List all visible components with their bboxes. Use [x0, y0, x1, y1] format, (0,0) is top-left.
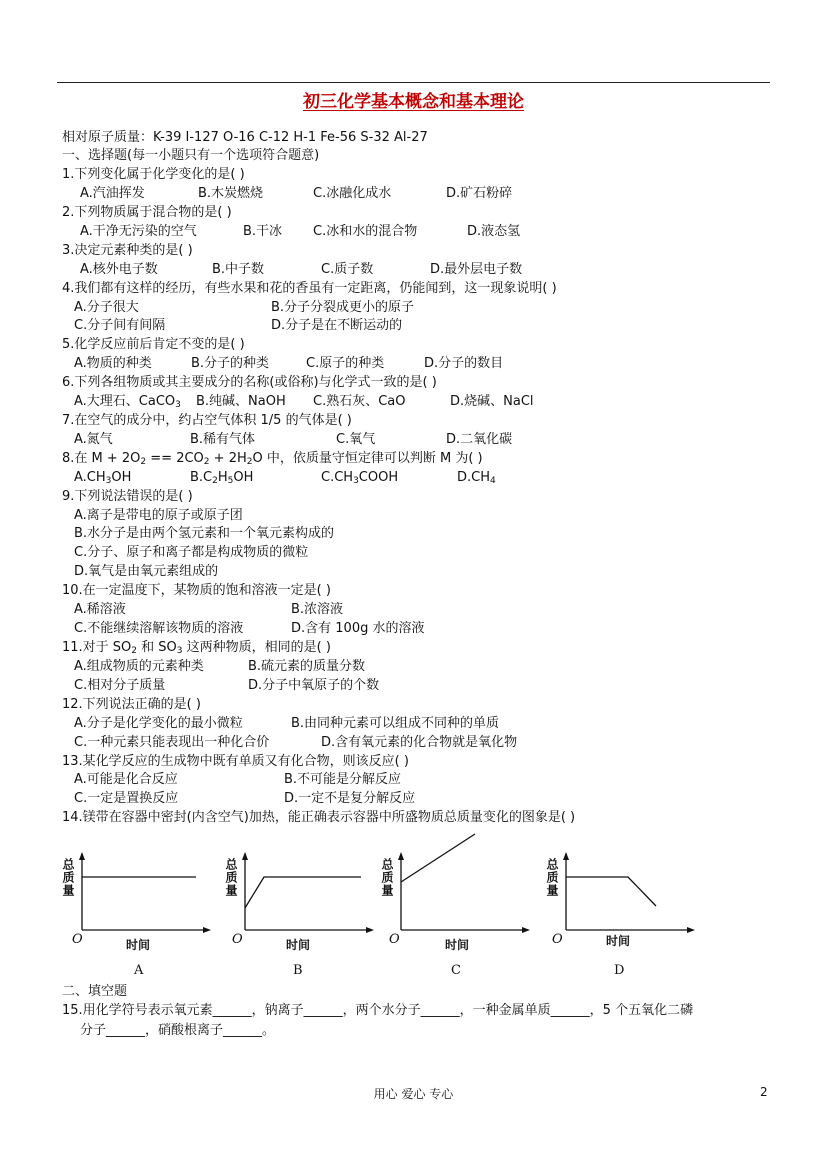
- q2-option-c: C.冰和水的混合物: [313, 224, 418, 239]
- q1-option-b: B.木炭燃烧: [198, 186, 264, 201]
- section-heading-fill: 二、填空题: [62, 984, 128, 999]
- q12-option-d: D.含有氧元素的化合物就是氧化物: [321, 735, 518, 750]
- q10-option-a: A.稀溶液: [74, 602, 126, 617]
- graph-d-ylabel: 总质量: [545, 858, 559, 897]
- q9-option-a: A.离子是带电的原子或原子团: [74, 508, 243, 523]
- q10-option-c: C.不能继续溶解该物质的溶液: [74, 621, 244, 636]
- section-heading-choice: 一、选择题(每一小题只有一个选项符合题意): [62, 148, 320, 163]
- q1-option-d: D.矿石粉碎: [446, 186, 513, 201]
- q10-option-d: D.含有 100g 水的溶液: [291, 621, 425, 636]
- graph-c-ylabel: 总质量: [380, 858, 394, 897]
- q11-option-a: A.组成物质的元素种类: [74, 659, 204, 674]
- q9-option-b: B.水分子是由两个氢元素和一个氧元素构成的: [74, 526, 335, 541]
- graph-d: [545, 852, 692, 982]
- q8-option-b: $B.C_2H_5OH$: [190, 470, 254, 486]
- q12-option-a: A.分子是化学变化的最小微粒: [74, 716, 243, 731]
- q4-option-b: B.分子分裂成更小的原子: [271, 300, 415, 315]
- graph-c-label: C: [451, 963, 461, 978]
- q6-option-a: A.大理石、CaCO$_3$: [74, 394, 181, 410]
- page-title: 初三化学基本概念和基本理论: [303, 92, 524, 112]
- q7-option-b: B.稀有气体: [190, 432, 256, 447]
- graph-b-xlabel: 时间: [286, 938, 311, 952]
- q12-option-c: C.一种元素只能表现出一种化合价: [74, 735, 270, 750]
- graph-c-xlabel: 时间: [445, 938, 470, 952]
- q5-option-b: B.分子的种类: [191, 356, 270, 371]
- graph-d-label: D: [614, 963, 625, 978]
- q2-option-a: A.干净无污染的空气: [80, 224, 197, 239]
- q3-option-d: D.最外层电子数: [430, 262, 523, 277]
- question-13: 13.某化学反应的生成物中既有单质又有化合物，则该反应( ): [62, 754, 409, 769]
- question-10: 10.在一定温度下，某物质的饱和溶液一定是( ): [62, 583, 331, 598]
- q1-option-c: C.冰融化成水: [313, 186, 392, 201]
- header-rule: [57, 82, 770, 83]
- q2-option-d: D.液态氢: [467, 224, 521, 239]
- question-14: 14.镁带在容器中密封(内含空气)加热，能正确表示容器中所盛物质总质量变化的图象是( ): [62, 810, 576, 825]
- graph-b: [224, 852, 371, 982]
- q7-option-c: C.氧气: [336, 432, 376, 447]
- q12-option-b: B.由同种元素可以组成不同种的单质: [291, 716, 500, 731]
- question-8: 8.在 $M + 2O_2 == 2CO_2 + 2H_2O$ 中，依质量守恒定律可以判断 M 为( ): [62, 451, 483, 467]
- q8-option-c: $C.CH_3COOH$: [321, 470, 399, 486]
- q5-option-a: A.物质的种类: [74, 356, 152, 371]
- q4-option-d: D.分子是在不断运动的: [271, 318, 403, 333]
- q5-option-d: D.分子的数目: [424, 356, 504, 371]
- graph-c-origin: O: [389, 932, 400, 947]
- q8-option-a: $A.CH_3OH$: [74, 470, 132, 486]
- page-footer: 用心 爱心 专心: [373, 1087, 454, 1101]
- graph-b-curve: [245, 877, 361, 908]
- q6-option-b: B.纯碱、NaOH: [196, 394, 286, 409]
- question-1: 1.下列变化属于化学变化的是( ): [62, 167, 245, 182]
- question-11: 11.对于 $SO_2$ 和 $SO_3$ 这两种物质，相同的是( ): [62, 640, 331, 656]
- question-12: 12.下列说法正确的是( ): [62, 697, 201, 712]
- q6-option-d: D.烧碱、NaCl: [450, 394, 534, 409]
- question-6: 6.下列各组物质或其主要成分的名称(或俗称)与化学式一致的是( ): [62, 375, 437, 390]
- q13-option-a: A.可能是化合反应: [74, 772, 178, 787]
- q11-option-b: B.硫元素的质量分数: [248, 659, 366, 674]
- question-4: 4.我们都有这样的经历，有些水果和花的香虽有一定距离，仍能闻到，这一现象说明( ): [62, 281, 557, 296]
- q13-option-b: B.不可能是分解反应: [284, 772, 402, 787]
- q13-option-d: D.一定不是复分解反应: [284, 791, 416, 806]
- question-9: 9.下列说法错误的是( ): [62, 489, 193, 504]
- q3-option-a: A.核外电子数: [80, 262, 158, 277]
- q11-option-d: D.分子中氧原子的个数: [248, 678, 380, 693]
- question-3: 3.决定元素种类的是( ): [62, 243, 193, 258]
- q9-option-d: D.氧气是由氧元素组成的: [74, 564, 219, 579]
- q8-option-d: $D.CH_4$: [457, 470, 496, 486]
- question-5: 5.化学反应前后肯定不变的是( ): [62, 337, 245, 352]
- q4-option-a: A.分子很大: [74, 300, 139, 315]
- graph-c: [380, 852, 527, 982]
- q1-option-a: A.汽油挥发: [80, 186, 145, 201]
- graph-c-curve: [401, 834, 475, 882]
- question-2: 2.下列物质属于混合物的是( ): [62, 205, 232, 220]
- graph-d-xlabel: 时间: [606, 934, 631, 948]
- page-number: 2: [760, 1085, 768, 1099]
- q2-option-b: B.干冰: [243, 224, 283, 239]
- question-7: 7.在空气的成分中，约占空气体积 1/5 的气体是( ): [62, 413, 352, 428]
- graph-b-label: B: [293, 963, 303, 978]
- atomic-masses: 相对原子质量：K-39 I-127 O-16 C-12 H-1 Fe-56 S-32 Al-27: [62, 130, 428, 145]
- graph-d-origin: O: [552, 932, 563, 947]
- graph-a-ylabel: 总质量: [61, 858, 75, 897]
- graph-a-origin: O: [72, 932, 83, 947]
- q9-option-c: C.分子、原子和离子都是构成物质的微粒: [74, 545, 309, 560]
- graph-b-ylabel: 总质量: [224, 858, 238, 897]
- question-15: 15.用化学符号表示氧元素______，钠离子______，两个水分子______，一种金属单质______，5 个五氧化二磷: [62, 1003, 694, 1018]
- graph-a-xlabel: 时间: [126, 938, 151, 952]
- q3-option-b: B.中子数: [212, 262, 265, 277]
- q4-option-c: C.分子间有间隔: [74, 318, 166, 333]
- q6-option-c: C.熟石灰、CaO: [313, 394, 406, 409]
- q3-option-c: C.质子数: [321, 262, 374, 277]
- question-15-cont: 分子______，硝酸根离子______。: [80, 1023, 276, 1038]
- graph-d-curve: [566, 877, 656, 906]
- graph-a: [61, 852, 208, 982]
- q5-option-c: C.原子的种类: [306, 356, 385, 371]
- q10-option-b: B.浓溶液: [291, 602, 344, 617]
- q7-option-a: A.氮气: [74, 432, 113, 447]
- q7-option-d: D.二氧化碳: [446, 432, 513, 447]
- graph-b-origin: O: [232, 932, 243, 947]
- q11-option-c: C.相对分子质量: [74, 678, 166, 693]
- graph-a-label: A: [134, 963, 144, 978]
- q13-option-c: C.一定是置换反应: [74, 791, 179, 806]
